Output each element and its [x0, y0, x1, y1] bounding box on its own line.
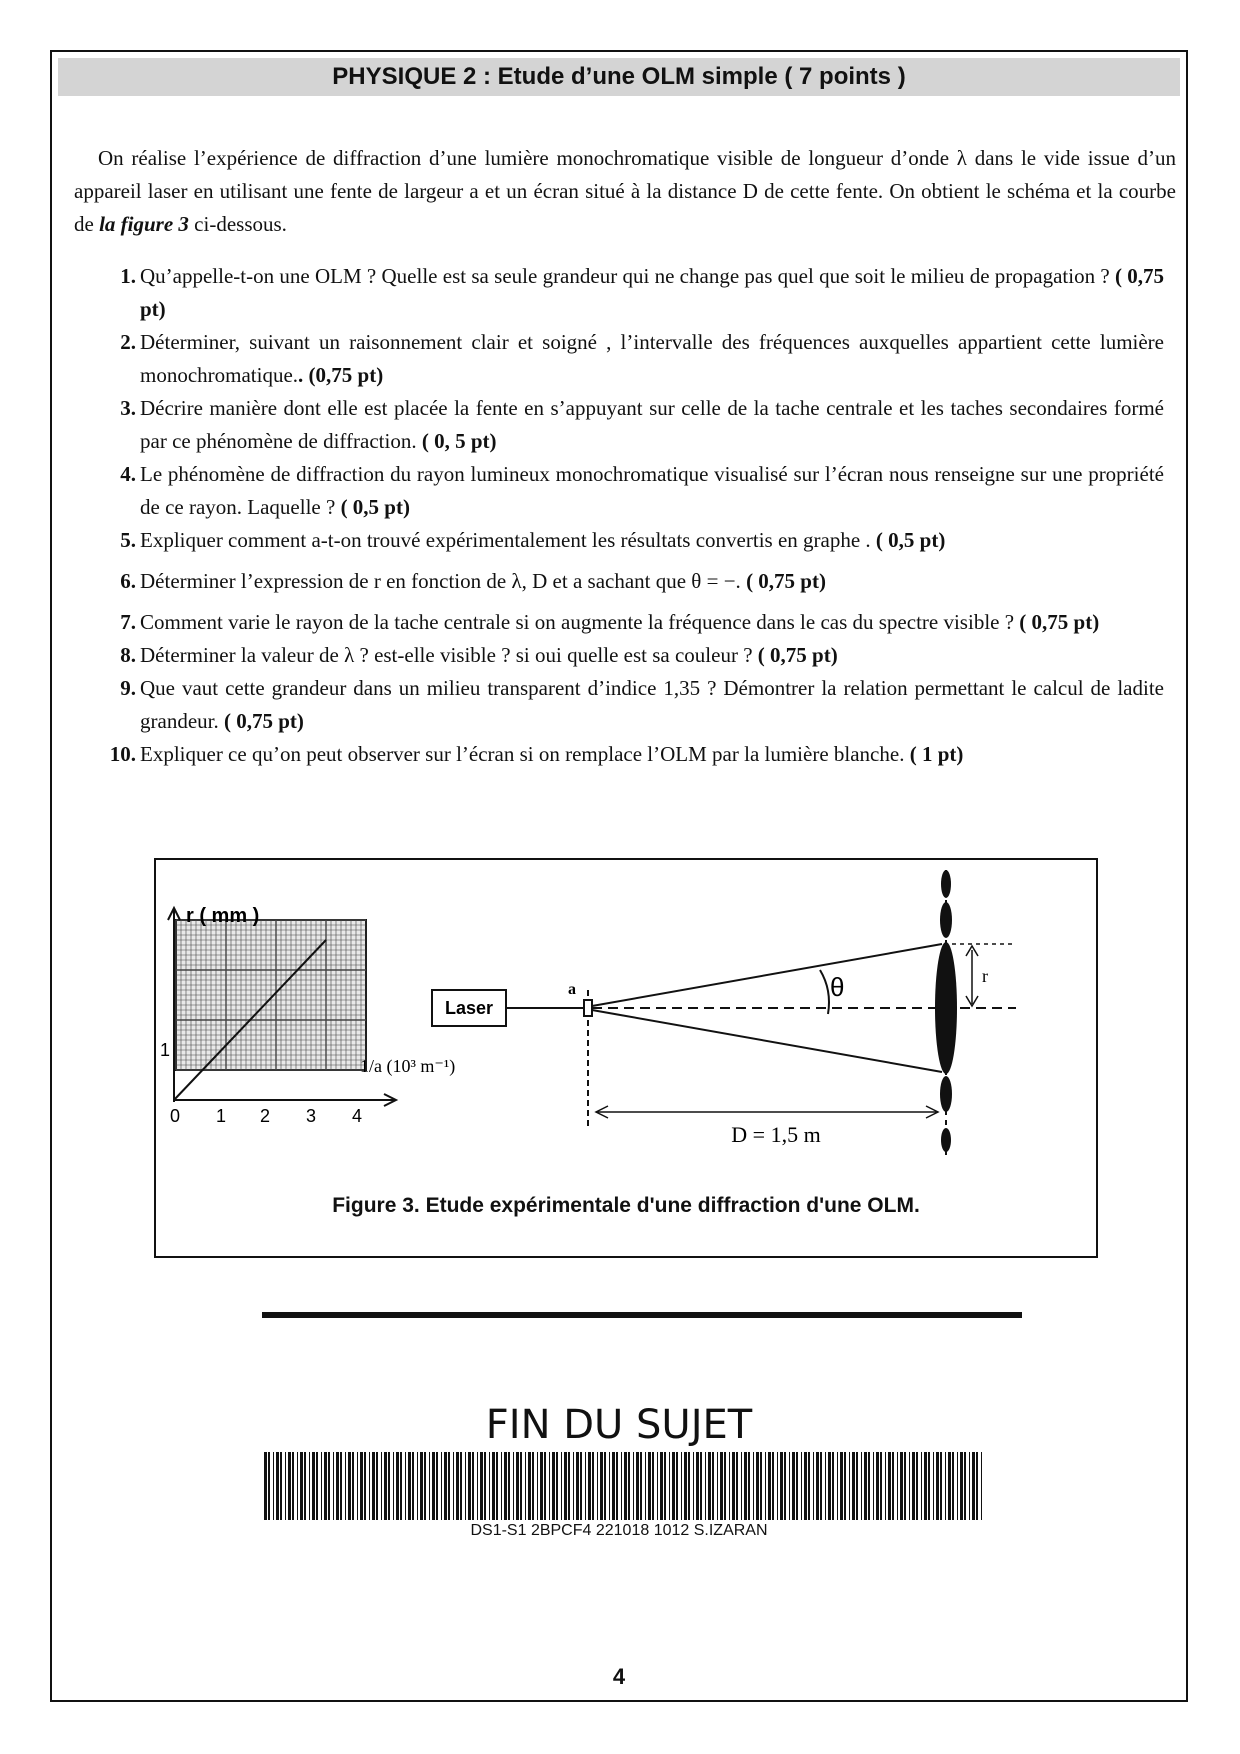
question-text: Expliquer comment a-t-on trouvé expérimentalement les résultats convertis en graphe .	[140, 528, 876, 552]
graph-ytick: 1	[160, 1040, 171, 1060]
intro-text-before: On réalise l’expérience de diffraction d’une lumière monochromatique visible de longueur d’onde λ dans le vide issue d’un appareil laser en utilisant une fente de largeur a et un écran situé à la distance D de cette fente. On obtient le schéma et la courbe de	[74, 146, 1176, 236]
spot-central	[935, 942, 957, 1074]
question-text: Décrire manière dont elle est placée la fente en s’appuyant sur celle de la tache centrale et les taches secondaires formé par ce phénomène de diffraction.	[140, 396, 1164, 453]
question-points: ( 0,75 pt)	[757, 643, 838, 667]
cone-lower	[592, 1010, 942, 1072]
questions-list	[100, 260, 1164, 771]
question-points: ( 0, 5 pt)	[421, 429, 497, 453]
graph-xlabel: 1/a (10³ m⁻¹)	[360, 1056, 456, 1076]
question-text: Déterminer la valeur de λ ? est-elle visible ? si oui quelle est sa couleur ?	[140, 643, 758, 667]
question-points: ( 1 pt)	[909, 742, 964, 766]
question-item	[100, 260, 1164, 326]
question-text: Le phénomène de diffraction du rayon lumineux monochromatique visualisé sur l’écran nous renseigne sur une propriété de ce rayon. Laquelle ?	[140, 462, 1164, 519]
figure-3	[154, 858, 1098, 1258]
graph-xtick: 2	[260, 1106, 271, 1126]
intro-emphasis: la figure 3	[99, 212, 189, 236]
question-item	[100, 565, 1164, 598]
graph-grid	[176, 920, 366, 1070]
question-number: 6.	[120, 569, 136, 593]
end-of-exam: FIN DU SUJET	[485, 1402, 753, 1448]
slit-label: a	[568, 981, 576, 998]
question-text: Déterminer l’expression de r en fonction de λ, D et a sachant que θ = −.	[140, 569, 747, 593]
question-text: Comment varie le rayon de la tache centrale si on augmente la fréquence dans le cas du spectre visible ?	[140, 610, 1020, 634]
question-number: 3.	[120, 396, 136, 420]
section-title: PHYSIQUE 2 : Etude d’une OLM simple ( 7 points )	[58, 58, 1180, 96]
question-number: 8.	[120, 643, 136, 667]
question-item	[100, 326, 1164, 392]
graph-xtick: 1	[216, 1106, 227, 1126]
spot-secondary	[940, 902, 952, 938]
question-item	[100, 458, 1164, 524]
question-item	[100, 524, 1164, 557]
barcode-text: DS1-S1 2BPCF4 221018 1012 S.IZARAN	[470, 1522, 768, 1539]
angle-label: θ	[830, 972, 845, 1002]
question-number: 9.	[120, 676, 136, 700]
intro-text-after: ci-dessous.	[188, 212, 287, 236]
divider-rule	[262, 1312, 1022, 1318]
slit	[584, 1000, 592, 1016]
question-text: Expliquer ce qu’on peut observer sur l’écran si on remplace l’OLM par la lumière blanche.	[140, 742, 910, 766]
spot-secondary	[941, 870, 951, 898]
distance-label: D = 1,5 m	[731, 1122, 821, 1147]
page-number: 4	[612, 1664, 626, 1689]
figure-caption: Figure 3. Etude expérimentale d'une diffraction d'une OLM.	[332, 1194, 920, 1217]
question-number: 2.	[120, 330, 136, 354]
question-points: ( 0,75 pt)	[223, 709, 304, 733]
graph-ylabel: r ( mm )	[186, 905, 260, 927]
graph-xtick: 4	[352, 1106, 363, 1126]
question-points: ( 0,75 pt)	[140, 264, 1164, 321]
question-number: 10.	[109, 742, 136, 766]
spot-secondary	[940, 1076, 952, 1112]
question-text: Déterminer, suivant un raisonnement clair et soigné , l’intervalle des fréquences auxquelles appartient cette lumière monochromatique.	[140, 330, 1164, 387]
question-points: ( 0,5 pt)	[875, 528, 946, 552]
laser-label: Laser	[444, 998, 494, 1018]
question-item	[100, 392, 1164, 458]
page-frame	[50, 50, 1188, 1702]
graph-xtick: 0	[170, 1106, 181, 1126]
question-item	[100, 672, 1164, 738]
question-points: . (0,75 pt)	[298, 363, 384, 387]
question-item	[100, 639, 1164, 672]
question-number: 4.	[120, 462, 136, 486]
question-points: ( 0,75 pt)	[1019, 610, 1100, 634]
question-item	[100, 738, 1164, 771]
barcode	[264, 1452, 988, 1520]
cone-upper	[592, 944, 942, 1006]
question-points: ( 0,5 pt)	[340, 495, 410, 519]
intro-paragraph	[74, 142, 1176, 241]
question-item	[100, 606, 1164, 639]
question-number: 7.	[120, 610, 136, 634]
question-number: 5.	[120, 528, 136, 552]
question-points: ( 0,75 pt)	[746, 569, 826, 593]
graph-xtick: 3	[306, 1106, 317, 1126]
spot-secondary	[941, 1128, 951, 1152]
question-number: 1.	[120, 264, 136, 288]
radius-label: r	[982, 966, 988, 986]
question-text: Qu’appelle-t-on une OLM ? Quelle est sa seule grandeur qui ne change pas quel que soit le milieu de propagation ?	[140, 264, 1115, 288]
question-text: Que vaut cette grandeur dans un milieu transparent d’indice 1,35 ? Démontrer la relation permettant le calcul de ladite grandeur.	[140, 676, 1164, 733]
